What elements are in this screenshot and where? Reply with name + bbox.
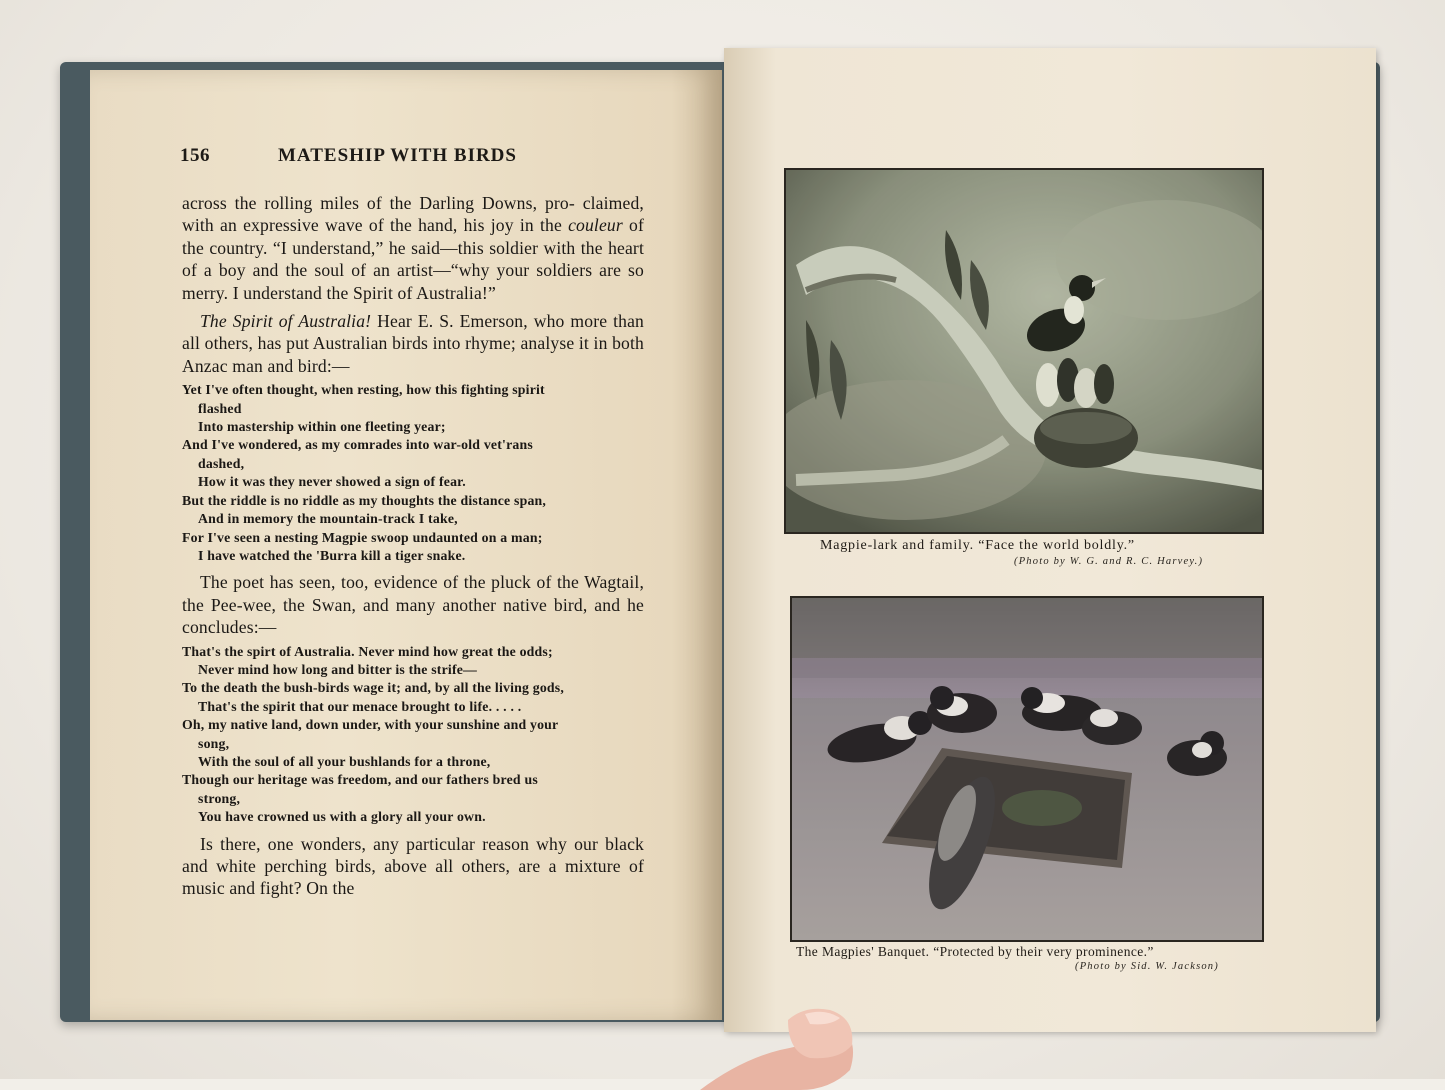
running-head: MATESHIP WITH BIRDS — [278, 145, 517, 166]
poem-line: Into mastership within one fleeting year; — [198, 419, 446, 435]
photo2-caption: The Magpies' Banquet. “Protected by their very prominence.” — [796, 944, 1154, 959]
poem-line: strong, — [198, 790, 241, 806]
photo1-credit: (Photo by W. G. and R. C. Harvey.) — [1014, 556, 1204, 567]
photo2-credit: (Photo by Sid. W. Jackson) — [1075, 961, 1219, 972]
text-line: the soul of an artist—“why your soldiers are so — [285, 260, 644, 281]
text-line: merry. I understand the Spirit of Australia!” — [182, 282, 496, 303]
poem-line: Though our heritage was freedom, and our fathers bred us — [182, 772, 538, 788]
poem-line: flashed — [198, 400, 242, 416]
poem-line: Oh, my native land, down under, with your sunshine and your — [182, 717, 559, 733]
poem-line: To the death the bush-birds wage it; and, by all the living gods, — [182, 680, 565, 696]
text-line: across the rolling miles of the Darling Downs, pro- — [182, 193, 575, 213]
paragraph-4: Is there, one wonders, any particular reason why our black and white perching birds, above all others, are a mixture of music and fight? On the — [182, 833, 644, 899]
text-line: he said—this soldier with the heart of a boy and — [182, 237, 644, 281]
poem-line: And I've wondered, as my comrades into war-old vet'rans — [182, 437, 533, 453]
text-line: claimed, with an expressive wave of the hand, his — [182, 193, 644, 236]
magpie-lark-illustration — [786, 170, 1262, 532]
poem-line: For I've seen a nesting Magpie swoop undaunted on a man; — [182, 529, 543, 545]
body-text — [182, 192, 644, 900]
poem-line: dashed, — [198, 455, 245, 471]
poem-stanza-1 — [182, 381, 644, 565]
poem-line: How it was they never showed a sign of fear. — [198, 474, 466, 490]
italic-word: couleur — [568, 215, 623, 236]
thumb-holding-page — [680, 1000, 860, 1090]
paragraph-3: The poet has seen, too, evidence of the pluck of the Wagtail, the Pee-wee, the Swan, and many another native bird, and he concludes:— — [182, 572, 644, 638]
poem-line: But the riddle is no riddle as my thoughts the distance span, — [182, 492, 547, 508]
photo-magpies-banquet — [790, 596, 1264, 942]
poem-line: Never mind how long and bitter is the strife— — [198, 661, 478, 677]
italic-phrase: The Spirit of Australia! — [200, 311, 372, 332]
poem-line: song, — [198, 735, 230, 751]
photo1-caption: Magpie-lark and family. “Face the world boldly.” — [820, 538, 1135, 553]
poem-line: You have crowned us with a glory all your own. — [198, 809, 486, 825]
text-line: joy in the — [490, 215, 569, 236]
page-header — [180, 145, 650, 175]
magpies-banquet-illustration — [792, 598, 1262, 940]
poem-line: I have watched the 'Burra kill a tiger snake. — [198, 547, 466, 563]
page-number: 156 — [180, 145, 210, 166]
photo-magpie-lark — [784, 168, 1264, 534]
poem-line: That's the spirit that our menace brought to life. . . . . — [198, 698, 522, 714]
poem-line: Yet I've often thought, when resting, how this fighting spirit — [182, 382, 545, 398]
poem-line: That's the spirt of Australia. Never mind how great the odds; — [182, 643, 553, 659]
poem-line: With the soul of all your bushlands for a throne, — [198, 753, 491, 769]
poem-line: And in memory the mountain-track I take, — [198, 511, 458, 527]
text-line: Hear E. S. Emerson, who more than all others, has put Australian birds into rhyme; analyse it in both Anzac man and bird:— — [182, 311, 644, 376]
paragraph-1 — [182, 192, 644, 304]
paragraph-2 — [182, 310, 644, 377]
text-line: of the country. “I understand,” — [182, 215, 644, 258]
poem-stanza-2 — [182, 643, 644, 827]
